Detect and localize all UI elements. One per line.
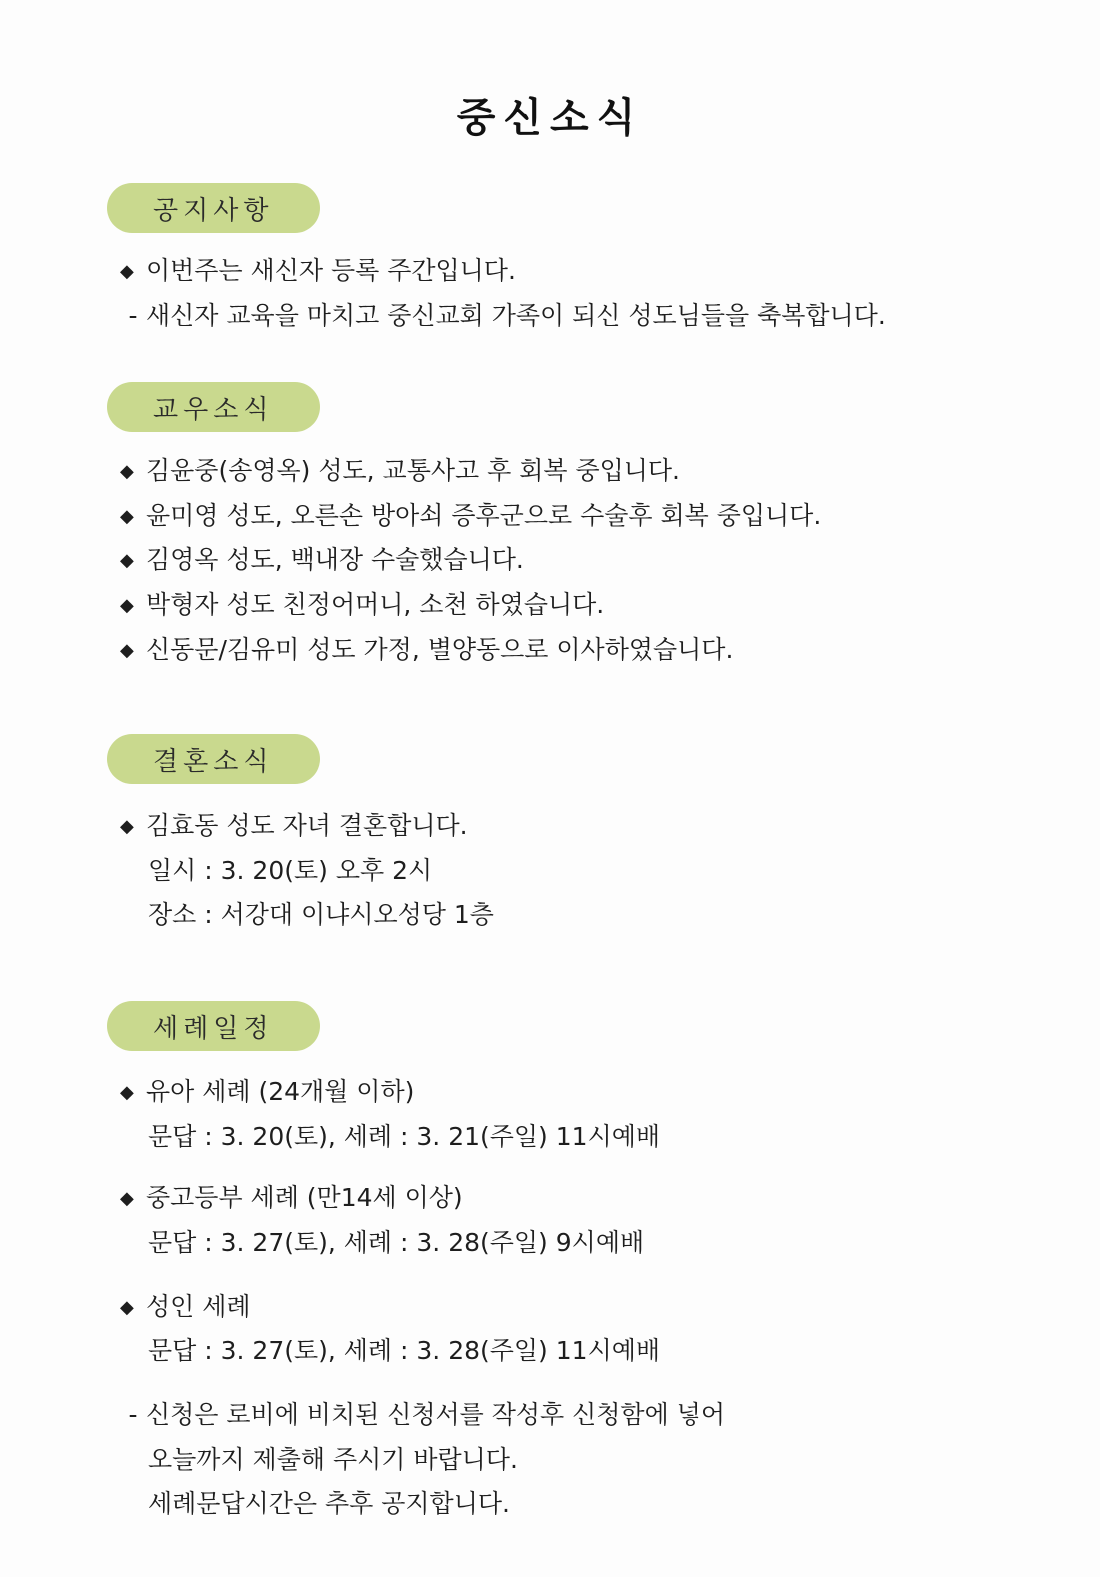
wedding-item-text: 김효동 성도 자녀 결혼합니다. (146, 811, 468, 840)
baptism-adult-schedule: 문답 : 3. 27(토), 세례 : 3. 28(주일) 11시예배 (148, 1336, 661, 1365)
members-item-1 (120, 455, 680, 488)
members-item-5 (120, 634, 733, 667)
members-item-2 (120, 500, 821, 533)
baptism-item-text: 중고등부 세례 (만14세 이상) (146, 1183, 463, 1212)
members-item-text: 윤미영 성도, 오른손 방아쇠 증후군으로 수술후 회복 중입니다. (146, 501, 822, 530)
diamond-bullet-icon: ◆ (120, 461, 134, 482)
baptism-item-text: 유아 세례 (24개월 이하) (146, 1077, 415, 1106)
section-header-members: 교우소식 (107, 382, 320, 432)
baptism-infant (120, 1076, 414, 1109)
baptism-youth-schedule: 문답 : 3. 27(토), 세례 : 3. 28(주일) 9시예배 (148, 1228, 645, 1257)
baptism-note-2: 오늘까지 제출해 주시기 바랍니다. (148, 1445, 518, 1474)
notice-item-2 (120, 300, 886, 332)
notice-item-text: 새신자 교육을 마치고 중신교회 가족이 되신 성도님들을 축복합니다. (146, 301, 886, 330)
members-item-text: 신동문/김유미 성도 가정, 별양동으로 이사하였습니다. (146, 635, 734, 664)
dash-marker: - (128, 301, 138, 330)
baptism-youth (120, 1182, 463, 1215)
diamond-bullet-icon: ◆ (120, 1297, 134, 1318)
section-header-notice: 공지사항 (107, 183, 320, 233)
diamond-bullet-icon: ◆ (120, 640, 134, 661)
diamond-bullet-icon: ◆ (120, 816, 134, 837)
members-item-4 (120, 589, 604, 622)
members-item-3 (120, 544, 524, 577)
notice-item-text: 이번주는 새신자 등록 주간입니다. (146, 256, 516, 285)
baptism-note-3: 세례문답시간은 추후 공지합니다. (148, 1489, 510, 1518)
page-title: 중신소식 (456, 95, 644, 141)
diamond-bullet-icon: ◆ (120, 1188, 134, 1209)
wedding-item-1 (120, 810, 468, 843)
baptism-adult (120, 1291, 251, 1324)
dash-marker: - (128, 1400, 138, 1429)
diamond-bullet-icon: ◆ (120, 595, 134, 616)
section-header-baptism: 세례일정 (107, 1001, 320, 1051)
baptism-note-text: 신청은 로비에 비치된 신청서를 작성후 신청함에 넣어 (146, 1400, 725, 1429)
diamond-bullet-icon: ◆ (120, 261, 134, 282)
diamond-bullet-icon: ◆ (120, 550, 134, 571)
diamond-bullet-icon: ◆ (120, 1082, 134, 1103)
members-item-text: 박형자 성도 친정어머니, 소천 하였습니다. (146, 590, 605, 619)
section-header-wedding: 결혼소식 (107, 734, 320, 784)
baptism-note-1 (120, 1399, 725, 1431)
wedding-date: 일시 : 3. 20(토) 오후 2시 (148, 856, 433, 885)
notice-item-1 (120, 255, 516, 288)
baptism-item-text: 성인 세례 (146, 1292, 251, 1321)
diamond-bullet-icon: ◆ (120, 506, 134, 527)
members-item-text: 김윤중(송영옥) 성도, 교통사고 후 회복 중입니다. (146, 456, 680, 485)
wedding-place: 장소 : 서강대 이냐시오성당 1층 (148, 900, 494, 929)
baptism-infant-schedule: 문답 : 3. 20(토), 세례 : 3. 21(주일) 11시예배 (148, 1122, 661, 1151)
members-item-text: 김영옥 성도, 백내장 수술했습니다. (146, 545, 524, 574)
